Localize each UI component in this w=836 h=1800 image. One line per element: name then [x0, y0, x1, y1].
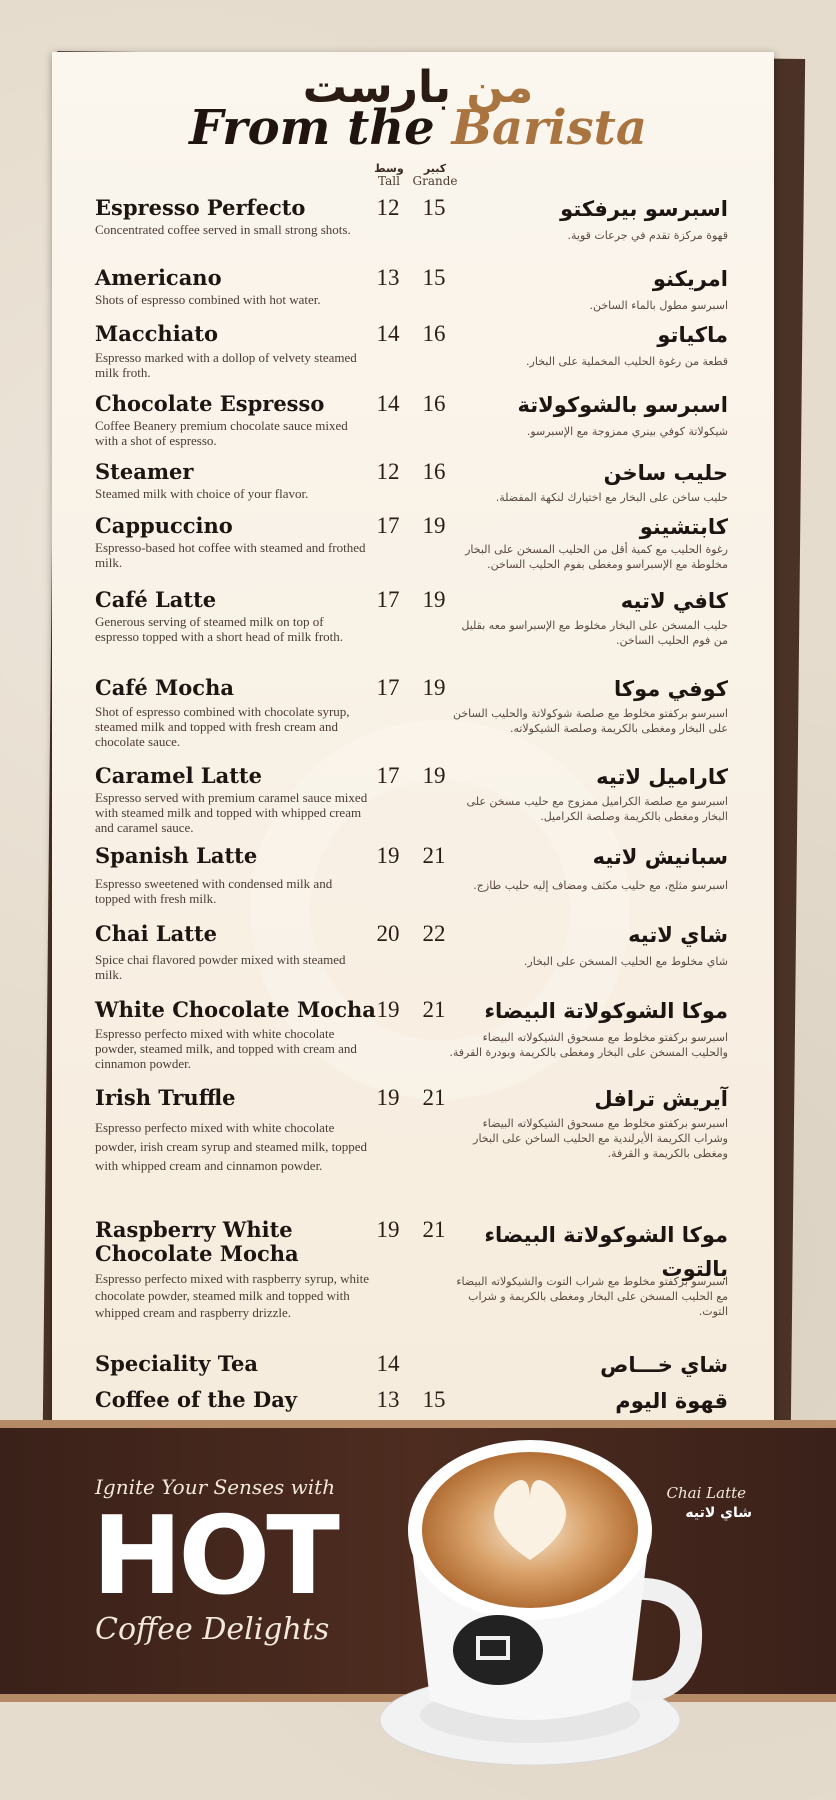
- price-tall: 14: [376, 1351, 400, 1376]
- item-name-en: Macchiato: [95, 321, 218, 346]
- item-name-en: Chai Latte: [95, 921, 218, 946]
- item-desc-en: Coffee Beanery premium chocolate sauce mixed with a shot of espresso.: [95, 418, 348, 448]
- size-grande-ar: كبير: [423, 162, 447, 175]
- item-name-ar: شاي خـــاص: [600, 1353, 728, 1377]
- item-name-ar: موكا الشوكولاتة البيضاء بالتوت: [484, 1223, 728, 1281]
- item-name-ar: كافي لاتيه: [620, 589, 728, 613]
- item-desc-ar: شيكولاتة كوفي بينري ممزوجة مع الإسبرسو.: [526, 425, 728, 438]
- price-grande: 19: [422, 763, 446, 788]
- item-desc-en: Concentrated coffee served in small strong shots.: [95, 222, 351, 237]
- size-tall-en: Tall: [378, 174, 400, 188]
- item-name-en: Espresso Perfecto: [95, 195, 306, 220]
- item-name-en: Americano: [95, 265, 222, 290]
- item-name-ar: كابتشينو: [639, 515, 728, 539]
- item-desc-ar: قهوة مركزة تقدم في جرعات قوية.: [567, 229, 728, 242]
- item-desc-ar: اسبرسو مطول بالماء الساخن.: [589, 299, 728, 312]
- price-grande: 19: [422, 513, 446, 538]
- item-name-en: Caramel Latte: [95, 763, 262, 788]
- price-tall: 17: [376, 587, 400, 612]
- size-tall-ar: وسط: [374, 162, 404, 175]
- price-grande: 16: [422, 459, 446, 484]
- item-desc-en: Shots of espresso combined with hot water.: [95, 292, 321, 307]
- cup-label-english: Chai Latte: [666, 1484, 746, 1502]
- price-tall: 19: [376, 1217, 400, 1242]
- item-name-ar: آيريش ترافل: [594, 1087, 728, 1111]
- price-tall: 20: [376, 921, 400, 946]
- price-grande: 22: [422, 921, 446, 946]
- title-arabic-main: بارست: [302, 62, 452, 113]
- price-tall: 13: [376, 1387, 400, 1412]
- item-name-ar: امريكنو: [652, 267, 728, 291]
- size-header-tall: [366, 162, 412, 188]
- item-desc-en: Steamed milk with choice of your flavor.: [95, 486, 309, 501]
- item-name-ar: اسبرسو بيرفكتو: [560, 197, 728, 221]
- item-name-ar: موكا الشوكولاتة البيضاء: [484, 999, 728, 1023]
- item-desc-ar: حليب ساخن على البخار مع اختيارك لنكهة المفضلة.: [495, 491, 728, 504]
- item-name-ar: سبانيش لاتيه: [592, 845, 728, 869]
- item-name-en: Cappuccino: [95, 513, 233, 538]
- price-grande: 19: [422, 587, 446, 612]
- item-desc-en: Espresso perfecto mixed with raspberry syrup, white chocolate powder, steamed milk and topped with whipped cream and raspberry drizzle.: [95, 1271, 370, 1320]
- price-grande: 16: [422, 391, 446, 416]
- item-name-ar: قهوة اليوم: [615, 1389, 728, 1413]
- item-desc-ar: رغوة الحليب مع كمية أقل من الحليب المسخن على البخار مخلوطة مع الإسبراسو ومغطى بفوم الحليب الساخن.: [465, 543, 728, 571]
- title-english-accent: Barista: [451, 100, 647, 156]
- banner-ignite-text: Ignite Your Senses with: [95, 1475, 336, 1499]
- item-name-en: Café Latte: [95, 587, 217, 612]
- price-tall: 19: [376, 843, 400, 868]
- coffee-cup-image: [350, 1410, 710, 1770]
- item-desc-ar: اسبرسو مثلج، مع حليب مكثف ومضاف إليه حليب طازج.: [473, 879, 728, 892]
- item-name-en: Raspberry White Chocolate Mocha: [95, 1217, 299, 1266]
- title-english-main: From the: [189, 100, 435, 156]
- item-name-en: Irish Truffle: [95, 1085, 236, 1110]
- item-name-en: Speciality Tea: [95, 1351, 258, 1376]
- item-name-en: Café Mocha: [95, 675, 234, 700]
- item-desc-en: Espresso perfecto mixed with white chocolate powder, irish cream syrup and steamed milk, topped with whipped cream and cinnamon powder.: [95, 1120, 368, 1173]
- item-desc-ar: اسبرسو بركفتو مخلوط مع مسحوق الشيكولاته البيضاء والحليب المسخن على البخار ومغطى بالكريمة وبودرة القرفة.: [449, 1031, 728, 1059]
- item-name-ar: كاراميل لاتيه: [596, 765, 728, 789]
- item-name-ar: اسبرسو بالشوكولاتة: [517, 393, 728, 417]
- price-grande: 21: [422, 997, 446, 1022]
- item-desc-en: Espresso perfecto mixed with white chocolate powder, steamed milk, and topped with cream and cinnamon powder.: [95, 1026, 357, 1071]
- item-name-en: Spanish Latte: [95, 843, 258, 868]
- size-grande-en: Grande: [412, 174, 458, 188]
- size-header-grande: [412, 162, 458, 188]
- price-tall: 12: [376, 459, 400, 484]
- price-grande: 21: [422, 1217, 446, 1242]
- item-desc-en: Espresso served with premium caramel sauce mixed with steamed milk and topped with whipped cream and caramel sauce.: [95, 790, 368, 835]
- item-desc-en: Shot of espresso combined with chocolate syrup, steamed milk and topped with fresh cream and chocolate sauce.: [95, 704, 350, 749]
- price-tall: 17: [376, 675, 400, 700]
- price-grande: 15: [422, 195, 446, 220]
- item-desc-en: Espresso sweetened with condensed milk and topped with fresh milk.: [95, 876, 333, 906]
- title-english: [0, 100, 836, 156]
- item-name-ar: حليب ساخن: [603, 461, 728, 485]
- item-name-en: Chocolate Espresso: [95, 391, 325, 416]
- banner-delights-text: Coffee Delights: [95, 1612, 330, 1647]
- item-desc-ar: اسبرسو مع صلصة الكراميل ممزوج مع حليب مسخن على البخار ومغطى بالكريمة وصلصة الكراميل.: [466, 795, 728, 823]
- price-tall: 14: [376, 321, 400, 346]
- banner-hot-text: HOT: [92, 1494, 336, 1619]
- item-name-en: Coffee of the Day: [95, 1387, 298, 1412]
- item-name-en: White Chocolate Mocha: [95, 997, 376, 1022]
- price-grande: 21: [422, 843, 446, 868]
- item-desc-ar: شاي مخلوط مع الحليب المسخن على البخار.: [523, 955, 728, 968]
- item-desc-ar: اسبرسو بركفتو مخلوط مع شراب التوت والشيكولاته البيضاء مع الحليب المسخن على البخار ومغطى بالكريمة و شراب التوت.: [456, 1275, 728, 1318]
- price-tall: 19: [376, 1085, 400, 1110]
- item-name-ar: ماكياتو: [657, 323, 728, 347]
- item-name-en: Steamer: [95, 459, 194, 484]
- cup-label-arabic: شاي لاتيه: [685, 1505, 752, 1521]
- item-desc-en: Espresso marked with a dollop of velvety steamed milk froth.: [95, 350, 357, 380]
- item-desc-en: Generous serving of steamed milk on top of espresso topped with a short head of milk froth.: [95, 614, 344, 644]
- price-tall: 14: [376, 391, 400, 416]
- price-tall: 17: [376, 513, 400, 538]
- item-name-ar: شاي لاتيه: [628, 923, 728, 947]
- price-grande: 16: [422, 321, 446, 346]
- price-tall: 12: [376, 195, 400, 220]
- title-arabic-accent: من: [466, 62, 534, 113]
- item-desc-ar: حليب المسخن على البخار مخلوط مع الإسبراسو معه بقليل من فوم الحليب الساخن.: [461, 619, 728, 647]
- item-desc-en: Espresso-based hot coffee with steamed and frothed milk.: [95, 540, 366, 570]
- price-grande: 19: [422, 675, 446, 700]
- item-desc-ar: قطعة من رغوة الحليب المخملية على البخار.: [526, 355, 728, 368]
- item-desc-ar: اسبرسو بركفتو مخلوط مع صلصة شوكولاتة والحليب الساخن على البخار ومغطى بالكريمة وصلصة الشيكولاته.: [452, 707, 728, 735]
- price-tall: 19: [376, 997, 400, 1022]
- item-name-ar: كوفي موكا: [614, 677, 728, 701]
- price-tall: 17: [376, 763, 400, 788]
- price-grande: 15: [422, 265, 446, 290]
- item-desc-ar: اسبرسو بركفتو مخلوط مع مسحوق الشيكولاته البيضاء وشراب الكريمة الأيرلندية مع الحليب الساخن على البخار ومغطى بالكريمة و القرفة.: [473, 1117, 728, 1160]
- price-tall: 13: [376, 265, 400, 290]
- item-desc-en: Spice chai flavored powder mixed with steamed milk.: [95, 952, 346, 982]
- price-grande: 15: [422, 1387, 446, 1412]
- price-grande: 21: [422, 1085, 446, 1110]
